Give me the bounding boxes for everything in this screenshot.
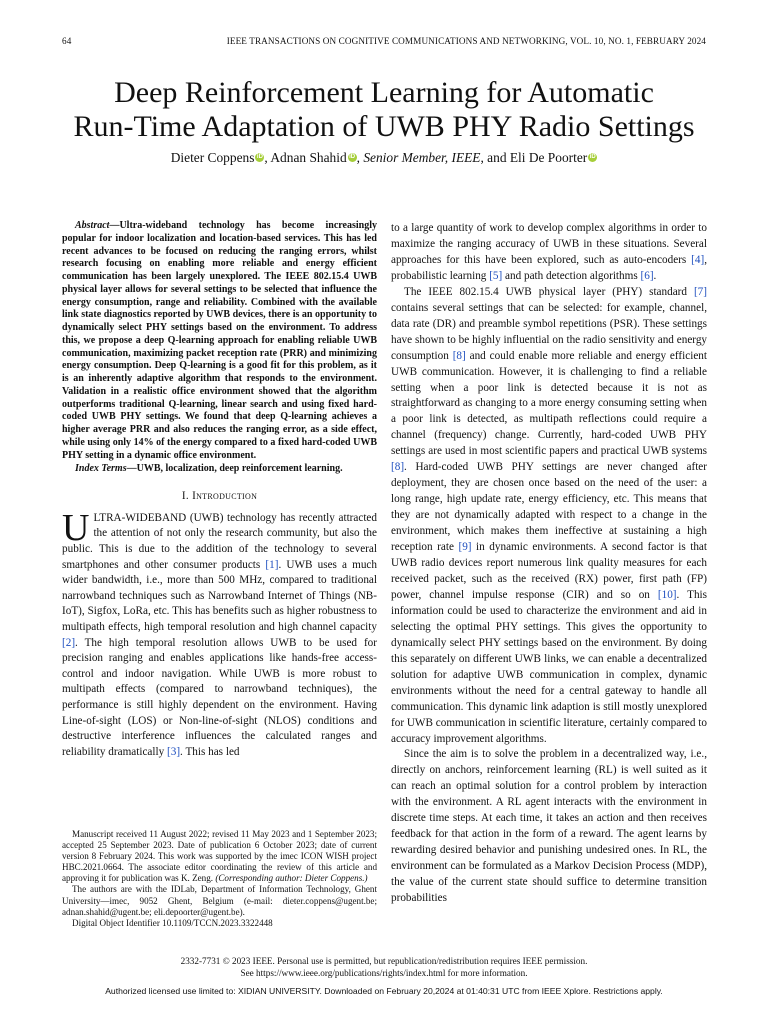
authorized-use-notice: Authorized licensed use limited to: XIDIAN UNIVERSITY. Downloaded on February 20,2024 at 01:40:31 UTC from IEEE Xplore. Restrictions apply. [105, 986, 663, 996]
author-name: Eli De Poorter [509, 150, 588, 165]
citation-link[interactable]: [10] [657, 588, 677, 601]
abstract-text: —Ultra-wideband technology has become increasingly popular for indoor localization and location-based services. This has led recent advances to be focused on reducing the ranging errors, whilst research focusing on enabling more reliable and energy efficient communication has been largely unexplored. The IEEE 802.15.4 UWB physical layer allows for several settings to be selected that influence the energy consumption, range and reliability. Combined with the available link state diagnostics reported by UWB devices, there is an opportunity to dynamically select PHY settings based on the environment. To address this, we propose a deep Q-learning approach for enabling reliable UWB communication, maximizing packet reception rate (PRR) and minimizing energy consumption. Deep Q-learning is a good fit for this problem, as it is an inherently adaptive algorithm that responds to the environment. Validation in a realistic office environment showed that the algorithm outperforms traditional Q-learning, linear search and using fixed hard-coded UWB PHY settings. We found that deep Q-learning achieves a higher average PRR and also reduces the ranging error, as a side effect, while using only 14% of the energy compared to a fixed hard-coded UWB PHY setting in a dynamic office environment. [62, 220, 377, 461]
citation-link[interactable]: [2] [62, 636, 76, 649]
abstract [62, 220, 377, 462]
footnote-affiliation: The authors are with the IDLab, Department of Information Technology, Ghent University—imec, 9052 Ghent, Belgium (e-mail: dieter.coppens@ugent.be; adnan.shahid@ugent.be; eli.depoorter@ugent.be). [62, 884, 377, 917]
citation-link[interactable]: [3] [167, 745, 181, 758]
index-terms-label: Index Terms [75, 463, 127, 475]
orcid-icon[interactable]: iD [256, 154, 263, 160]
author-list: Dieter Coppens iD , Adnan Shahid iD , Senior Member, IEEE, and Eli De Poorter iD [170, 150, 596, 165]
abstract-label: Abstract [75, 220, 110, 231]
citation-link[interactable]: [5] [489, 269, 503, 282]
author-name: Dieter Coppens [170, 150, 255, 165]
rights-link[interactable]: See https://www.ieee.org/publications/rights/index.html for more information. [240, 968, 528, 978]
orcid-icon[interactable]: iD [589, 154, 596, 160]
left-column [62, 220, 377, 760]
body-paragraph: Since the aim is to solve the problem in a decentralized way, i.e., directly on anchors, reinforcement learning (RL) is well suited as it can reach an optimal solution for a control problem by interaction with the environment. A RL agent interacts with the environment in discrete time steps. At each time, it takes an action and then receives feedback for that action in the form of a reward. The agent learns by rewarding desired behavior and punishing undesired ones. In RL, the environment can be formulated as a Markov Decision Process (MDP), the value of the current state should suffice to determine transition probabilities [391, 748, 707, 905]
index-terms [62, 462, 377, 475]
intro-paragraph: ULTRA-WIDEBAND (UWB) technology has recently attracted the attention of not only the research community, but also the public. This is due to the addition of the technology to several smartphones and other consumer products [1]. UWB uses a much wider bandwidth, i.e., more than 500 MHz, compared to traditional narrowband techniques such as Narrowband Internet of Things (NB-IoT), Sigfox, LoRa, etc. This has benefits such as higher robustness to multipath effects, high temporal resolution and high channel capacity [2]. The high temporal resolution allows UWB to be used for precision ranging and enables applications like hands-free access-control and indoor navigation. While UWB is more robust to multipath effects (compared to narrowband techniques), the performance is still highly dependent on the environment. Having Line-of-sight (LOS) or Non-line-of-sight (NLOS) conditions and destructive interference influences the calculated ranges and reliability dramatically [3]. This has led [62, 506, 377, 758]
intro-paragraph-continued: to a large quantity of work to develop complex algorithms in order to maximize the ranging accuracy of UWB in these situations. Several approaches for this have been explored, such as auto-encoders [4], probabilistic learning [5] and path detection algorithms [6]. [391, 222, 707, 282]
section-title: Introduction [192, 490, 258, 503]
citation-link[interactable]: [7] [693, 285, 707, 298]
section-heading: I. Introduction [181, 490, 258, 503]
footnote-manuscript: Manuscript received 11 August 2022; revised 11 May 2023 and 1 September 2023; accepted 25 September 2023. Date of publication 6 October 2023; date of current version 8 February 2024. This work was supported by the imec ICON WISH project HBC.2021.0664. The associate editor coordinating the review of this article and approving it for publication was K. Zeng. (Corresponding author: Dieter Coppens.) [62, 829, 377, 884]
journal-header: IEEE TRANSACTIONS ON COGNITIVE COMMUNICATIONS AND NETWORKING, VOL. 10, NO. 1, FEBRUARY 2024 [226, 36, 706, 46]
author-role: Senior Member, IEEE [363, 150, 481, 165]
drop-cap: U [62, 506, 90, 549]
page-number: 64 [62, 36, 72, 46]
footnote [62, 829, 377, 929]
citation-link[interactable]: [8] [391, 461, 405, 474]
title-line-2: Run-Time Adaptation of UWB PHY Radio Settings [73, 110, 695, 143]
copyright-notice: 2332-7731 © 2023 IEEE. Personal use is permitted, but republication/redistribution requires IEEE permission. See https://www.ieee.org/publications/rights/index.html for more information. [0, 955, 768, 979]
orcid-icon[interactable]: iD [349, 154, 356, 160]
paper-title [0, 76, 768, 144]
footnote-doi: Digital Object Identifier 10.1109/TCCN.2023.3322448 [72, 917, 273, 928]
title-line-1: Deep Reinforcement Learning for Automatic [114, 76, 654, 109]
index-terms-text: —UWB, localization, deep reinforcement learning. [126, 463, 343, 475]
citation-link[interactable]: [1] [265, 558, 279, 571]
citation-link[interactable]: [4] [691, 253, 705, 266]
author-name: Adnan Shahid [270, 150, 347, 165]
citation-link[interactable]: [9] [458, 541, 472, 554]
citation-link[interactable]: [8] [452, 349, 466, 362]
citation-link[interactable]: [6] [640, 269, 654, 282]
right-column [391, 221, 707, 907]
body-paragraph: The IEEE 802.15.4 UWB physical layer (PHY) standard [7] contains several settings that can be selected: for example, channel, data rate (DR) and preamble symbol repetitions (PSR). These settings have shown to be highly influential on the radio sensitivity and energy consumption [8] and could enable more reliable and energy efficient UWB communication. However, it is challenging to find a reliable setting when a poor link is detected because it is not as straightforward as changing to a more energy consuming setting when a poor link is detected, as multipath reflections could require a channel (frequency) change. Currently, hard-coded UWB PHY settings are used in most scientific papers and practical UWB systems [8]. Hard-coded UWB PHY settings are never changed after deployment, they are chosen once based on the need of the user: a long range, high update rate, energy efficiency, etc. This means that they are not dynamically adapted with respect to a change in the environment, which makes them ineffective at sustaining a high reception rate [9] in dynamic environments. A second factor is that UWB radio devices report numerous link quality measures for each received packet, such as the received (RX) power, first path (FP) power, channel impulse response (CIR) and so on [10]. This information could be used to characterize the environment and aid in selecting the optimal PHY settings. This gives the opportunity to dynamically select PHY settings based on the environment. By doing this separately on different UWB links, we can enable a decentralized solution for adaptive UWB communication in complex, dynamic environments without the need for a central gateway to handle all communication. This dynamic link adaption is still mostly unexplored for UWB communication in scientific literature, certainly compared to accuracy improvement algorithms. [391, 285, 707, 745]
